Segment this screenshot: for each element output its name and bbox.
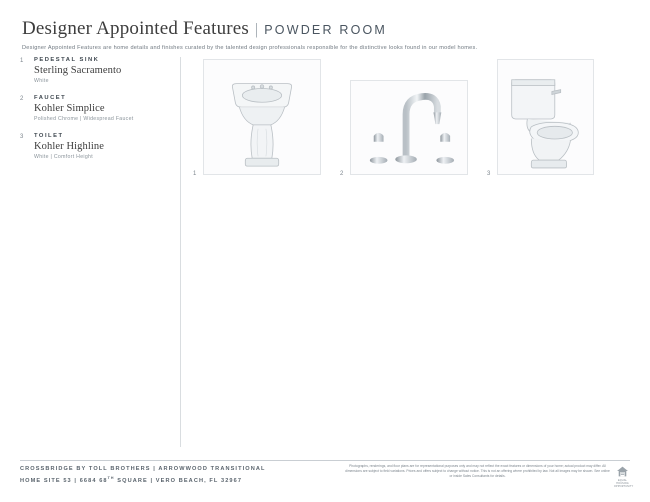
feature-description: White	[34, 78, 49, 84]
equal-housing-opportunity	[614, 465, 634, 488]
feature-number: 1	[20, 58, 24, 64]
legal-disclaimer: Photographs, renderings, and floor plans are for representational purposes only and may not reflect the exact features or dimensions of your home; actual product may differ. All dimensions are subject to field variations. Prices and offers subject to change without notice. This is not an offering where prohibited by law. Not all images may be shown. See online or inside Sales Consultants for details.	[345, 464, 610, 478]
product-gallery	[190, 57, 630, 187]
list-item	[20, 95, 175, 122]
vertical-divider	[180, 57, 181, 447]
list-item	[20, 57, 175, 84]
footer-address-pre: HOME SITE 53 | 6684 68	[20, 477, 108, 484]
feature-number: 2	[20, 96, 24, 102]
footer-divider	[20, 460, 630, 461]
page-subtitle: Designer Appointed Features are home details and finishes curated by the talented design professionals responsible for the distinctive looks found in our model homes.	[22, 45, 478, 51]
footer-address-post: SQUARE | VERO BEACH, FL 32967	[114, 477, 243, 484]
title-main: Designer Appointed Features	[22, 18, 250, 39]
faucet-image	[350, 80, 468, 175]
pedestal-sink-image	[203, 59, 321, 175]
title-separator: |	[255, 21, 259, 38]
feature-number: 3	[20, 134, 24, 140]
feature-category: FAUCET	[34, 95, 67, 101]
toilet-image	[497, 59, 594, 175]
footer-address-ordinal: TH	[107, 476, 115, 480]
page-header	[22, 18, 632, 51]
product-number: 1	[193, 171, 197, 177]
footer-community-info	[20, 466, 266, 484]
feature-description: Polished Chrome | Widespread Faucet	[34, 116, 134, 122]
page-title	[22, 18, 632, 40]
feature-list	[20, 57, 175, 171]
footer-address	[20, 476, 266, 484]
equal-housing-icon	[616, 465, 629, 478]
feature-description: White | Comfort Height	[34, 154, 93, 160]
feature-name: Kohler Simplice	[34, 103, 105, 114]
feature-category: PEDESTAL SINK	[34, 57, 100, 63]
title-room: POWDER ROOM	[264, 23, 388, 37]
list-item	[20, 133, 175, 160]
product-number: 3	[487, 171, 491, 177]
equal-housing-label: EQUAL HOUSING OPPORTUNITY	[614, 479, 634, 488]
product-number: 2	[340, 171, 344, 177]
footer-community-name: CROSSBRIDGE BY TOLL BROTHERS | ARROWWOOD TRANSITIONAL	[20, 466, 266, 472]
feature-category: TOILET	[34, 133, 64, 139]
feature-name: Sterling Sacramento	[34, 65, 122, 76]
feature-name: Kohler Highline	[34, 141, 105, 152]
